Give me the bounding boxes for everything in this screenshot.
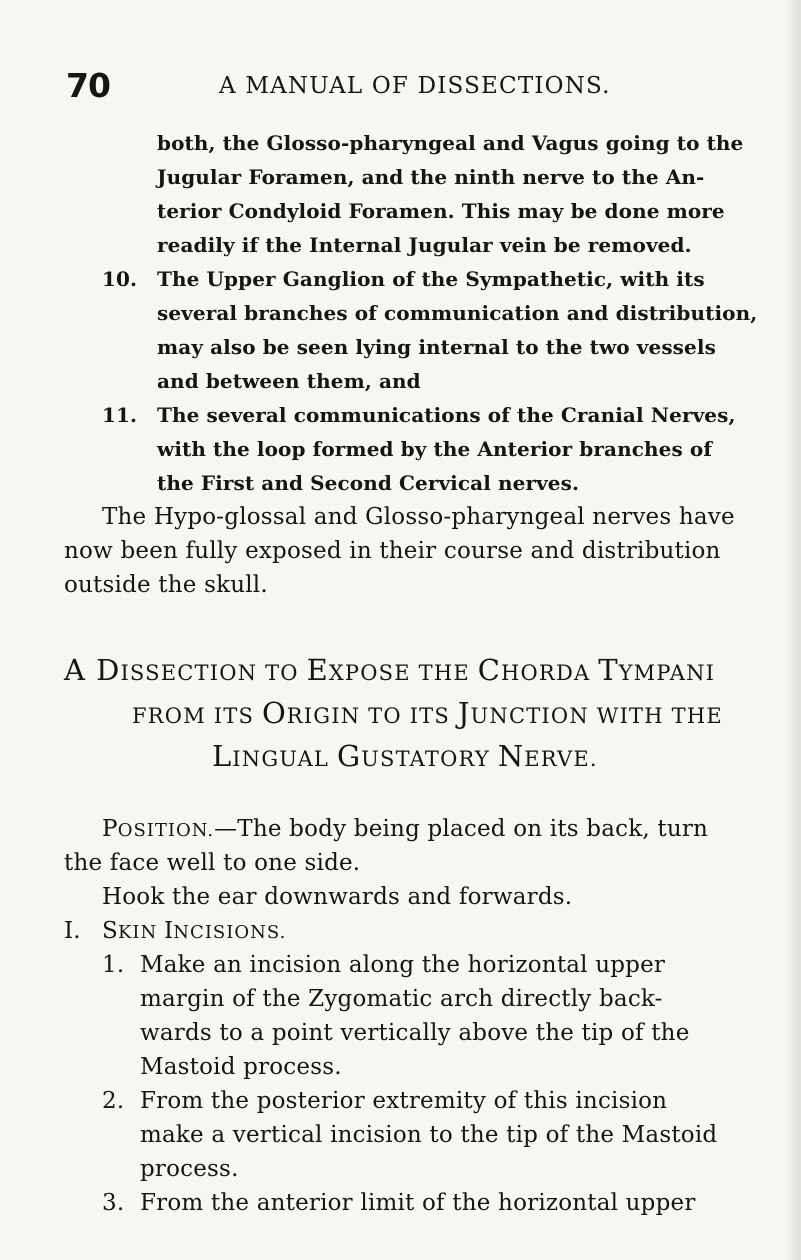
heading-part: D — [96, 653, 121, 687]
list-item-number: 2. — [102, 1088, 125, 1114]
heading-part: RIGIN TO ITS — [286, 704, 458, 728]
heading-part: E — [306, 653, 329, 687]
heading-part: J — [457, 696, 471, 730]
text-line: readily if the Internal Jugular vein be removed. — [157, 233, 692, 257]
text-line: may also be seen lying internal to the two vessels — [157, 335, 716, 359]
heading-part: INGUAL — [232, 747, 337, 771]
heading-part: HORDA — [501, 661, 599, 685]
position-label: OSITION. — [117, 820, 215, 841]
list-item-number: 10. — [102, 267, 138, 291]
text-line: with the loop formed by the Anterior branches of — [157, 437, 713, 461]
heading-part: KIN — [117, 922, 164, 943]
text-line: The several communications of the Cranial Nerves, — [157, 403, 736, 427]
heading-part: I — [164, 918, 174, 944]
text-line: outside the skull. — [64, 572, 268, 598]
text-line: now been fully exposed in their course and distribution — [64, 538, 721, 564]
heading-part: UNCTION WITH THE — [470, 704, 723, 728]
position-label-cap: P — [102, 816, 118, 842]
text-line: wards to a point vertically above the tip of the — [140, 1020, 690, 1046]
section-heading-line-3 — [212, 738, 598, 777]
subsection-heading — [102, 918, 286, 946]
heading-part: YMPANI — [618, 661, 716, 685]
text-line: From the anterior limit of the horizontal upper — [140, 1190, 696, 1216]
heading-part: ISSECTION TO — [120, 661, 307, 685]
heading-part: S — [102, 918, 118, 944]
text-line: and between them, and — [157, 369, 421, 393]
heading-part: L — [212, 739, 233, 773]
text-line: Make an incision along the horizontal upper — [140, 952, 666, 978]
heading-part: C — [477, 653, 501, 687]
text-line: make a vertical incision to the tip of the Mastoid — [140, 1122, 718, 1148]
text-line: terior Condyloid Foramen. This may be done more — [157, 199, 725, 223]
heading-part: T — [598, 653, 619, 687]
page-number: 70 — [66, 66, 110, 105]
heading-part: N — [497, 739, 525, 773]
heading-part: FROM ITS — [132, 704, 262, 728]
running-title: A MANUAL OF DISSECTIONS. — [219, 73, 611, 99]
heading-part: USTATORY — [361, 747, 498, 771]
text-line: The Upper Ganglion of the Sympathetic, with its — [157, 267, 705, 291]
text-line: Jugular Foramen, and the ninth nerve to the An- — [157, 165, 705, 189]
heading-part: ERVE. — [524, 747, 598, 771]
page-edge-shadow — [785, 0, 801, 1260]
text-line: both, the Glosso-pharyngeal and Vagus going to the — [157, 131, 744, 155]
heading-part: NCISIONS. — [173, 922, 287, 943]
heading-part: O — [261, 696, 287, 730]
subsection-number: I. — [64, 918, 81, 944]
text-span: —The body being placed on its back, turn — [214, 816, 709, 842]
text-line: the face well to one side. — [64, 850, 361, 876]
text-line: process. — [140, 1156, 239, 1182]
section-heading-line-2 — [132, 695, 723, 734]
text-line: the First and Second Cervical nerves. — [157, 471, 580, 495]
heading-part: A — [64, 653, 97, 687]
text-line: margin of the Zygomatic arch directly back- — [140, 986, 663, 1012]
list-item-number: 3. — [102, 1190, 125, 1216]
position-line-1 — [102, 816, 708, 844]
text-line: From the posterior extremity of this incision — [140, 1088, 668, 1114]
list-item-number: 1. — [102, 952, 125, 978]
heading-part: G — [336, 739, 362, 773]
list-item-number: 11. — [102, 403, 138, 427]
text-line: Hook the ear downwards and forwards. — [102, 884, 573, 910]
text-line: The Hypo-glossal and Glosso-pharyngeal nerves have — [102, 504, 735, 530]
heading-part: XPOSE THE — [328, 661, 478, 685]
section-heading-line-1 — [64, 652, 715, 691]
text-line: Mastoid process. — [140, 1054, 342, 1080]
page-header — [66, 66, 746, 106]
text-line: several branches of communication and distribution, — [157, 301, 758, 325]
